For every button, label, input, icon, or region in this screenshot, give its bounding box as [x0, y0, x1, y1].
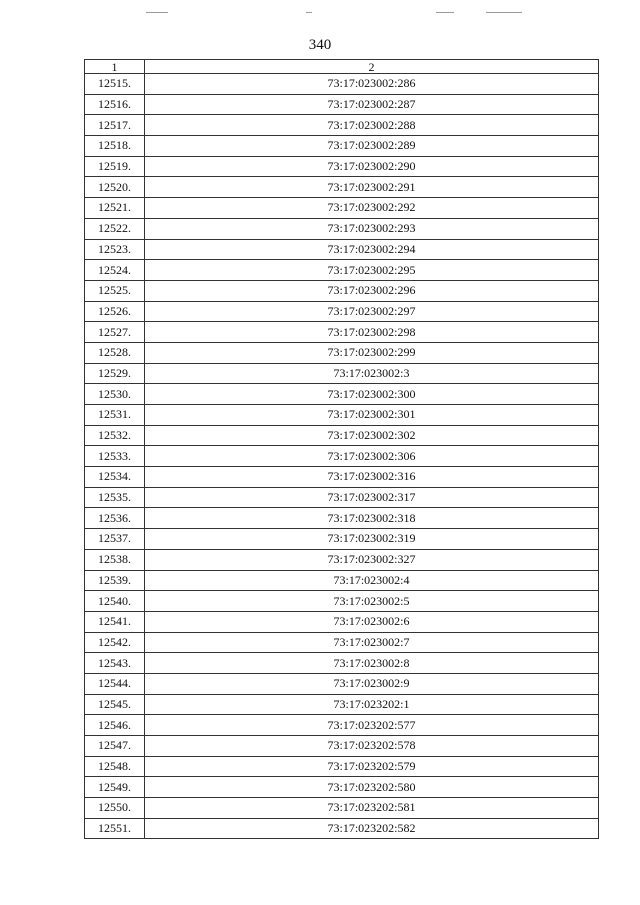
cadastral-number-cell: 73:17:023002:317 — [145, 487, 599, 508]
cadastral-number-cell: 73:17:023202:578 — [145, 736, 599, 757]
cadastral-number-cell: 73:17:023002:286 — [145, 74, 599, 95]
table-row — [85, 342, 599, 363]
table-row — [85, 549, 599, 570]
row-number-cell: 12527. — [85, 322, 145, 343]
table-row — [85, 818, 599, 839]
table-row — [85, 198, 599, 219]
row-number-cell: 12530. — [85, 384, 145, 405]
row-number-cell: 12517. — [85, 115, 145, 136]
row-number-cell: 12524. — [85, 260, 145, 281]
table-row — [85, 487, 599, 508]
cadastral-number-cell: 73:17:023002:316 — [145, 467, 599, 488]
cadastral-number-cell: 73:17:023002:319 — [145, 529, 599, 550]
cadastral-number-cell: 73:17:023002:301 — [145, 405, 599, 426]
row-number-cell: 12540. — [85, 591, 145, 612]
table-row — [85, 136, 599, 157]
table-row — [85, 446, 599, 467]
table-row — [85, 363, 599, 384]
row-number-cell: 12525. — [85, 280, 145, 301]
table-row — [85, 384, 599, 405]
row-number-cell: 12528. — [85, 342, 145, 363]
cadastral-number-table — [84, 59, 599, 839]
row-number-cell: 12532. — [85, 425, 145, 446]
table-row — [85, 301, 599, 322]
cadastral-number-cell: 73:17:023002:6 — [145, 611, 599, 632]
table-row — [85, 322, 599, 343]
table-row — [85, 591, 599, 612]
row-number-cell: 12535. — [85, 487, 145, 508]
table-header-row — [85, 60, 599, 74]
row-number-cell: 12520. — [85, 177, 145, 198]
row-number-cell: 12521. — [85, 198, 145, 219]
row-number-cell: 12529. — [85, 363, 145, 384]
table-row — [85, 653, 599, 674]
table-row — [85, 115, 599, 136]
cadastral-number-cell: 73:17:023202:581 — [145, 798, 599, 819]
row-number-cell: 12538. — [85, 549, 145, 570]
table-row — [85, 529, 599, 550]
table-row — [85, 156, 599, 177]
cadastral-number-cell: 73:17:023002:306 — [145, 446, 599, 467]
row-number-cell: 12549. — [85, 777, 145, 798]
cadastral-number-cell: 73:17:023002:318 — [145, 508, 599, 529]
table-row — [85, 405, 599, 426]
column-header-2: 2 — [145, 60, 599, 74]
table-row — [85, 777, 599, 798]
cadastral-number-cell: 73:17:023002:299 — [145, 342, 599, 363]
row-number-cell: 12519. — [85, 156, 145, 177]
table-row — [85, 467, 599, 488]
row-number-cell: 12536. — [85, 508, 145, 529]
table-row — [85, 570, 599, 591]
row-number-cell: 12550. — [85, 798, 145, 819]
row-number-cell: 12548. — [85, 756, 145, 777]
cadastral-number-cell: 73:17:023202:1 — [145, 694, 599, 715]
row-number-cell: 12523. — [85, 239, 145, 260]
row-number-cell: 12533. — [85, 446, 145, 467]
table-row — [85, 94, 599, 115]
row-number-cell: 12543. — [85, 653, 145, 674]
table-row — [85, 632, 599, 653]
table-row — [85, 218, 599, 239]
cadastral-number-cell: 73:17:023002:288 — [145, 115, 599, 136]
row-number-cell: 12547. — [85, 736, 145, 757]
cadastral-number-cell: 73:17:023202:577 — [145, 715, 599, 736]
scan-artifact — [436, 12, 454, 13]
scan-artifact — [306, 12, 312, 13]
table-row — [85, 508, 599, 529]
cadastral-number-cell: 73:17:023002:292 — [145, 198, 599, 219]
cadastral-number-cell: 73:17:023202:580 — [145, 777, 599, 798]
table-row — [85, 736, 599, 757]
table-row — [85, 239, 599, 260]
row-number-cell: 12534. — [85, 467, 145, 488]
cadastral-number-cell: 73:17:023002:294 — [145, 239, 599, 260]
row-number-cell: 12531. — [85, 405, 145, 426]
cadastral-number-cell: 73:17:023002:300 — [145, 384, 599, 405]
table-row — [85, 756, 599, 777]
row-number-cell: 12546. — [85, 715, 145, 736]
cadastral-number-cell: 73:17:023202:579 — [145, 756, 599, 777]
cadastral-number-cell: 73:17:023002:289 — [145, 136, 599, 157]
cadastral-number-cell: 73:17:023002:302 — [145, 425, 599, 446]
cadastral-number-cell: 73:17:023202:582 — [145, 818, 599, 839]
cadastral-number-cell: 73:17:023002:9 — [145, 673, 599, 694]
cadastral-number-cell: 73:17:023002:3 — [145, 363, 599, 384]
cadastral-number-cell: 73:17:023002:4 — [145, 570, 599, 591]
table-row — [85, 611, 599, 632]
column-header-1: 1 — [85, 60, 145, 74]
cadastral-number-cell: 73:17:023002:295 — [145, 260, 599, 281]
table-row — [85, 74, 599, 95]
row-number-cell: 12544. — [85, 673, 145, 694]
row-number-cell: 12515. — [85, 74, 145, 95]
row-number-cell: 12526. — [85, 301, 145, 322]
cadastral-number-cell: 73:17:023002:290 — [145, 156, 599, 177]
cadastral-number-cell: 73:17:023002:7 — [145, 632, 599, 653]
cadastral-number-cell: 73:17:023002:327 — [145, 549, 599, 570]
cadastral-number-cell: 73:17:023002:298 — [145, 322, 599, 343]
table-body — [85, 74, 599, 839]
cadastral-number-cell: 73:17:023002:297 — [145, 301, 599, 322]
table-row — [85, 715, 599, 736]
row-number-cell: 12545. — [85, 694, 145, 715]
cadastral-number-cell: 73:17:023002:8 — [145, 653, 599, 674]
row-number-cell: 12551. — [85, 818, 145, 839]
cadastral-number-cell: 73:17:023002:296 — [145, 280, 599, 301]
scan-artifact — [146, 12, 168, 13]
row-number-cell: 12541. — [85, 611, 145, 632]
scan-artifact — [486, 12, 522, 13]
cadastral-number-cell: 73:17:023002:287 — [145, 94, 599, 115]
cadastral-number-cell: 73:17:023002:293 — [145, 218, 599, 239]
row-number-cell: 12518. — [85, 136, 145, 157]
table-row — [85, 694, 599, 715]
table-row — [85, 177, 599, 198]
table-row — [85, 673, 599, 694]
row-number-cell: 12516. — [85, 94, 145, 115]
page-number: 340 — [308, 37, 332, 53]
table-row — [85, 260, 599, 281]
cadastral-number-cell: 73:17:023002:291 — [145, 177, 599, 198]
table-row — [85, 280, 599, 301]
table-row — [85, 425, 599, 446]
row-number-cell: 12542. — [85, 632, 145, 653]
cadastral-number-cell: 73:17:023002:5 — [145, 591, 599, 612]
table-row — [85, 798, 599, 819]
row-number-cell: 12522. — [85, 218, 145, 239]
row-number-cell: 12539. — [85, 570, 145, 591]
row-number-cell: 12537. — [85, 529, 145, 550]
